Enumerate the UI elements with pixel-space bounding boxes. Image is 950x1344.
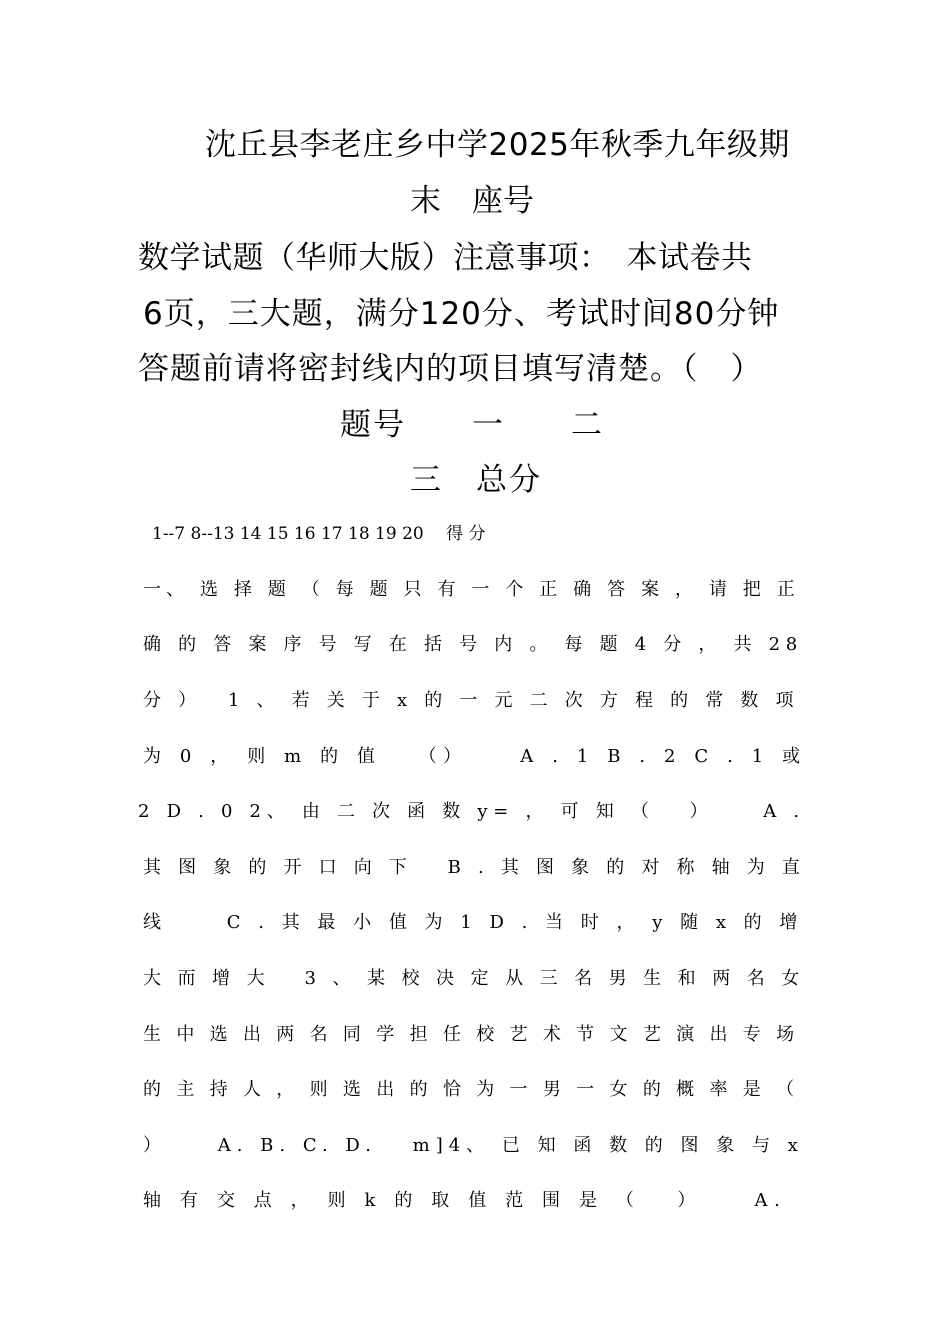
notice-line-1: 数学试题（华师大版）注意事项： 本试卷共 (138, 240, 753, 276)
body-line-4: 为 0 ， 则 m 的 值 （） A . 1 B . 2 C . 1 或 (143, 746, 807, 767)
body-line-11: ） A. B. C. D. m]4、 已 知 函 数 的 图 象 与 x (143, 1135, 804, 1156)
body-line-1: 一、 选 择 题 （ 每 题 只 有 一 个 正 确 答 案 ， 请 把 正 (143, 579, 800, 600)
exam-title-line-2: 末 座号 (410, 183, 534, 219)
body-line-10: 的 主 持 人 ， 则 选 出 的 恰 为 一 男 一 女 的 概 率 是 （ (143, 1079, 799, 1100)
score-table-header-row-1: 题号 一 二 (340, 407, 604, 443)
body-line-7: 线 C . 其 最 小 值 为 1 D . 当 时 ， y 随 x 的 增 (143, 912, 804, 933)
body-line-12: 轴 有 交 点 ， 则 k 的 取 值 范 围 是 （ ） A. (143, 1190, 787, 1211)
score-table-columns: 1--7 8--13 14 15 16 17 18 19 20 得 分 (152, 524, 486, 544)
notice-line-3: 答题前请将密封线内的项目填写清楚。（ ） (138, 351, 763, 387)
body-line-3: 分 ） 1 、 若 关 于 x 的 一 元 二 次 方 程 的 常 数 项 (143, 690, 800, 711)
exam-title-line-1: 沈丘县李老庄乡中学2025年秋季九年级期 (205, 127, 790, 163)
body-line-8: 大 而 增 大 3 、 某 校 决 定 从 三 名 男 生 和 两 名 女 (143, 968, 805, 989)
body-line-9: 生 中 选 出 两 名 同 学 担 任 校 艺 术 节 文 艺 演 出 专 场 (143, 1024, 799, 1045)
score-table-header-row-2: 三 总分 (410, 462, 542, 498)
body-line-6: 其 图 象 的 开 口 向 下 B . 其 图 象 的 对 称 轴 为 直 (143, 857, 806, 878)
body-line-2: 确 的 答 案 序 号 写 在 括 号 内 。 每 题 4 分 ， 共 28 (143, 634, 803, 655)
body-line-5: 2 D . 0 2、 由 二 次 函 数 y= ， 可 知 （ ） A . (138, 801, 805, 822)
notice-line-2: 6页，三大题，满分120分、考试时间80分钟 (143, 296, 780, 332)
